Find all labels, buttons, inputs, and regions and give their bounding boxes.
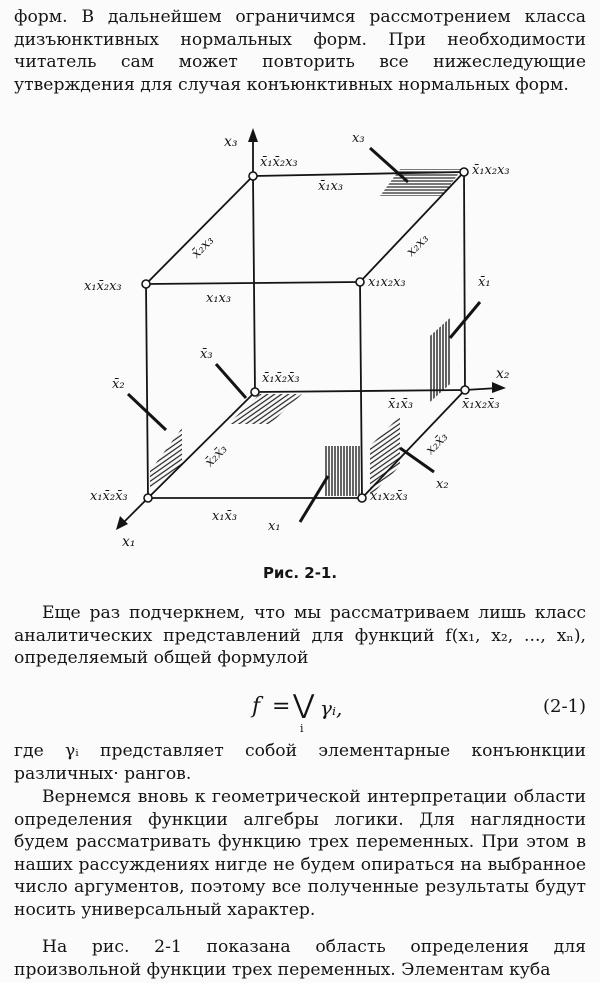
- vertex-top-back-left: [249, 172, 257, 180]
- formula-number: (2-1): [542, 696, 586, 717]
- edge-back-right: [464, 172, 465, 390]
- label-vertex-bottom-back-right: x̄₁x₂x̄₃: [462, 397, 500, 412]
- label-vertex-bottom-back-left: x̄₁x̄₂x̄₃: [262, 371, 300, 386]
- formula-equals: =: [272, 694, 291, 719]
- label-edge-top-right: x₂x₃: [403, 231, 433, 260]
- label-vertex-top-front-left: x₁x̄₂x₃: [84, 279, 122, 294]
- label-edge-top-left: x̄₂x₃: [188, 233, 218, 262]
- edge-back-left: [253, 176, 255, 392]
- axis-label-x1: x₁: [122, 534, 136, 550]
- edge-top-left: [146, 176, 253, 284]
- formula-f: f: [252, 694, 261, 719]
- vertex-bottom-back-left: [251, 388, 259, 396]
- figure-caption: Рис. 2-1.: [262, 564, 338, 582]
- label-face-front: x₁: [268, 519, 281, 534]
- pointer-bottom: [216, 364, 246, 398]
- edge-top-front: [146, 282, 360, 284]
- paragraph-1: форм. В дальнейшем ограничимся рассмотрением класса дизъюнктивных нормальных форм. При необходимости читатель сам может повторить все нижеследующие утверждения для случая конъюнктивных нормальных форм.: [14, 7, 586, 95]
- paragraph-3: где γᵢ представляет собой элементарные конъюнкции различных· рангов.: [14, 741, 586, 784]
- formula-disjunction: ⋁: [293, 690, 315, 720]
- paragraph-5: На рис. 2-1 показана область определения для произвольной функции трех переменных. Элементам куба: [14, 937, 586, 980]
- formula-index: i: [300, 722, 304, 735]
- label-vertex-bottom-front-left: x₁x̄₂x̄₃: [90, 489, 128, 504]
- axis-x2-arrow: [492, 382, 506, 393]
- pointer-front: [300, 476, 328, 522]
- vertex-bottom-back-right: [461, 386, 469, 394]
- paragraph-4: Вернемся вновь к геометрической интерпретации области определения функции алгебры логики. Для наглядности будем рассматривать функцию трех переменных. При этом в наших рассуждениях нигде не будем опираться на выбранное число аргументов, поэтому все полученные результаты будут носить универсальный характер.: [14, 787, 586, 920]
- edge-front-left: [146, 284, 148, 498]
- label-edge-bottom-right: x₂x̄₃: [422, 429, 452, 458]
- formula-2-1: [0, 690, 600, 738]
- label-face-back: x̄₁: [478, 275, 491, 290]
- label-vertex-top-front-right: x₁x₂x₃: [368, 275, 406, 290]
- axis-x1-arrow: [116, 516, 128, 530]
- paragraph-2: Еще раз подчеркнем, что мы рассматриваем лишь класс аналитических представлений для функций f(x₁, x₂, ..., xₙ), определяемый общей формулой: [14, 603, 586, 669]
- label-edge-bottom-front: x₁x̄₃: [212, 509, 238, 524]
- cube-figure: [70, 126, 540, 566]
- vertex-top-front-right: [356, 278, 364, 286]
- axis-x3-arrow: [248, 128, 258, 142]
- label-vertex-top-back-left: x̄₁x̄₂x₃: [260, 155, 298, 170]
- label-edge-top-back: x̄₁x₃: [318, 179, 344, 194]
- hatch-front: [325, 446, 362, 496]
- vertex-top-back-right: [460, 168, 468, 176]
- label-face-bottom: x̄₃: [200, 347, 213, 362]
- formula-gamma: γᵢ,: [320, 696, 343, 720]
- vertex-top-front-left: [142, 280, 150, 288]
- label-face-right: x₂: [436, 477, 449, 492]
- pointer-top: [370, 148, 408, 182]
- label-face-top: x₃: [352, 131, 365, 146]
- edge-bottom-left: [148, 392, 255, 498]
- label-edge-top-front: x₁x₃: [206, 291, 232, 306]
- label-vertex-bottom-front-right: x₁x₂x̄₃: [370, 489, 408, 504]
- vertex-bottom-front-left: [144, 494, 152, 502]
- axis-label-x3: x₃: [224, 134, 238, 150]
- label-face-left: x̄₂: [112, 377, 125, 392]
- axis-label-x2: x₂: [496, 366, 510, 382]
- label-edge-bottom-left: x̄₂x̄₃: [202, 441, 231, 471]
- label-edge-bottom-back: x̄₁x̄₃: [388, 397, 414, 412]
- vertex-bottom-front-right: [358, 494, 366, 502]
- label-vertex-top-back-right: x̄₁x₂x₃: [472, 163, 510, 178]
